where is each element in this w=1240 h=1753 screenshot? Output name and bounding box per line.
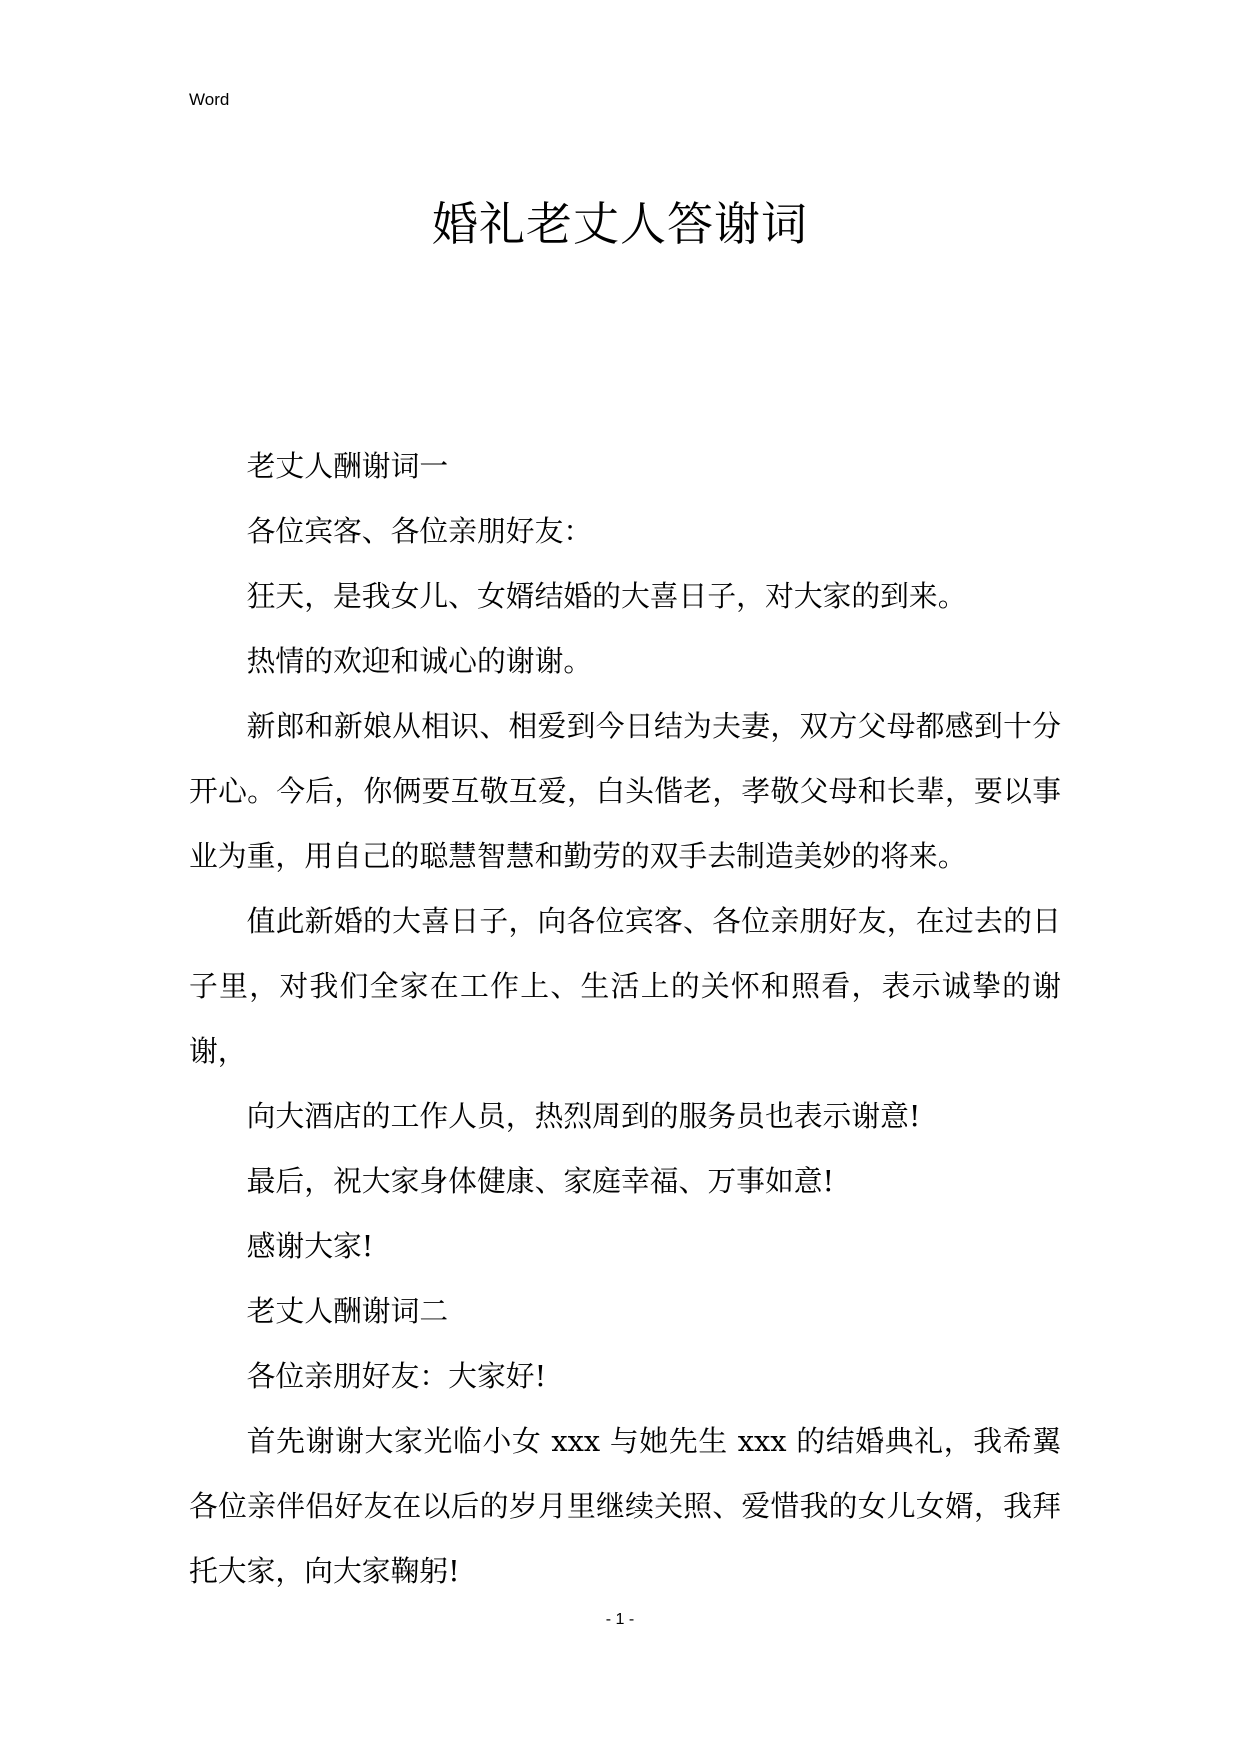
document-body — [189, 434, 1061, 1604]
paragraph: 感谢大家! — [246, 1229, 374, 1263]
paragraph: 各位宾客、各位亲朋好友： — [246, 514, 593, 548]
header-label: Word — [189, 90, 230, 109]
paragraph: 值此新婚的大喜日子，向各位宾客、各位亲朋好友，在过去的日子里，对我们全家在工作上、生活上的关怀和照看，表示诚挚的谢谢， — [189, 904, 1061, 1068]
paragraph: 新郎和新娘从相识、相爱到今日结为夫妻，双方父母都感到十分开心。今后，你俩要互敬互爱，白头偕老，孝敬父母和长辈，要以事业为重，用自己的聪慧智慧和勤劳的双手去制造美妙的将来。 — [189, 709, 1061, 873]
page-number: - 1 - — [605, 1611, 635, 1628]
section-heading-2: 老丈人酬谢词二 — [246, 1294, 449, 1328]
paragraph: 热情的欢迎和诚心的谢谢。 — [246, 644, 593, 678]
paragraph: 最后，祝大家身体健康、家庭幸福、万事如意! — [246, 1164, 835, 1198]
paragraph: 向大酒店的工作人员，热烈周到的服务员也表示谢意! — [246, 1099, 921, 1133]
paragraph: 狂天，是我女儿、女婿结婚的大喜日子，对大家的到来。 — [246, 579, 967, 613]
section-heading-1: 老丈人酬谢词一 — [246, 449, 449, 483]
paragraph: 首先谢谢大家光临小女 xxx 与她先生 xxx 的结婚典礼，我希翼各位亲伴侣好友在以后的岁月里继续关照、爱惜我的女儿女婿，我拜托大家，向大家鞠躬! — [189, 1424, 1061, 1588]
paragraph: 各位亲朋好友：大家好! — [246, 1359, 547, 1393]
document-title: 婚礼老丈人答谢词 — [432, 197, 808, 251]
